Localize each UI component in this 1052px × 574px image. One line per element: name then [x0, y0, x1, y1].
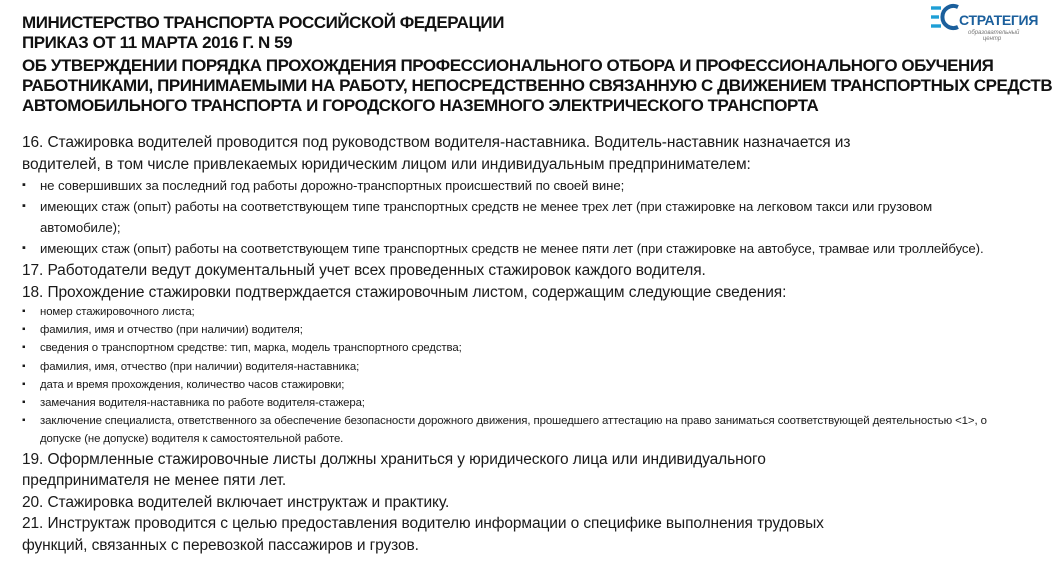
- list-item: ▪ имеющих стаж (опыт) работы на соответствующем типе транспортных средств не менее пяти лет (при стажировке на автобусе, трамвае или троллейбусе).: [22, 238, 1012, 259]
- list-item: ▪ фамилия, имя, отчество (при наличии) водителя-наставника;: [22, 358, 1012, 376]
- order-number: ПРИКАЗ ОТ 11 МАРТА 2016 Г. N 59: [22, 33, 293, 52]
- list-item: ▪ не совершивших за последний год работы дорожно-транспортных происшествий по своей вине;: [22, 175, 1012, 196]
- document-header: [22, 13, 1052, 116]
- list-item: ▪ номер стажировочного листа;: [22, 303, 1012, 321]
- clause-18: 18. Прохождение стажировки подтверждается стажировочным листом, содержащим следующие сведения:: [22, 283, 787, 301]
- clause-19-line-2: предпринимателя не менее пяти лет.: [22, 472, 287, 490]
- list-item: ▪ сведения о транспортном средстве: тип, марка, модель транспортного средства;: [22, 339, 1012, 357]
- clause-21-line-2: функций, связанных с перевозкой пассажиров и грузов.: [22, 536, 419, 554]
- strategy-logo: [928, 2, 1039, 44]
- clause-16-line-1: 16. Стажировка водителей проводится под руководством водителя-наставника. Водитель-наставник назначается из: [22, 134, 851, 151]
- order-title-line-1: ОБ УТВЕРЖДЕНИИ ПОРЯДКА ПРОХОЖДЕНИЯ ПРОФЕССИОНАЛЬНОГО ОТБОРА И ПРОФЕССИОНАЛЬНОГО ОБУЧЕНИЯ: [22, 56, 994, 75]
- logo-mark-icon: [928, 2, 1039, 32]
- list-item: ▪ дата и время прохождения, количество часов стажировки;: [22, 376, 1012, 394]
- list-item: ▪ замечания водителя-наставника по работе водителя-стажера;: [22, 394, 1012, 412]
- clause-20: 20. Стажировка водителей включает инструктаж и практику.: [22, 493, 450, 511]
- clause-18-list: [22, 303, 1012, 449]
- clause-17: 17. Работодатели ведут документальный учет всех проведенных стажировок каждого водителя.: [22, 262, 706, 279]
- list-item: ▪ заключение специалиста, ответственного за обеспечение безопасности дорожного движения, прошедшего аттестацию на право заниматься соответствующей деятельностью <1>, о допуске (не допуске) водителя к самостоятельной работе.: [22, 412, 1012, 448]
- ministry-name: МИНИСТЕРСТВО ТРАНСПОРТА РОССИЙСКОЙ ФЕДЕРАЦИИ: [22, 13, 504, 32]
- order-title-line-2: РАБОТНИКАМИ, ПРИНИМАЕМЫМИ НА РАБОТУ, НЕПОСРЕДСТВЕННО СВЯЗАННУЮ С ДВИЖЕНИЕМ ТРАНСПОРТНЫХ СРЕДСТВ: [22, 76, 1052, 95]
- list-item: ▪ имеющих стаж (опыт) работы на соответствующем типе транспортных средств не менее трех лет (при стажировке на легковом такси или грузовом автомобиле);: [22, 196, 1012, 238]
- clause-16-line-2: водителей, в том числе привлекаемых юридическим лицом или индивидуальным предпринимателем:: [22, 155, 751, 173]
- logo-subtitle: образовательный центр: [968, 30, 1020, 42]
- clause-21-line-1: 21. Инструктаж проводится с целью предоставления водителю информации о специфике выполнения трудовых: [22, 515, 824, 533]
- clause-16-list: [22, 175, 1012, 259]
- clause-19-line-1: 19. Оформленные стажировочные листы должны храниться у юридического лица или индивидуального: [22, 450, 766, 468]
- list-item: ▪ фамилия, имя и отчество (при наличии) водителя;: [22, 321, 1012, 339]
- logo-text: СТРАТЕГИЯ: [959, 12, 1039, 28]
- document-body: [22, 132, 1012, 556]
- order-title-line-3: АВТОМОБИЛЬНОГО ТРАНСПОРТА И ГОРОДСКОГО НАЗЕМНОГО ЭЛЕКТРИЧЕСКОГО ТРАНСПОРТА: [22, 96, 819, 115]
